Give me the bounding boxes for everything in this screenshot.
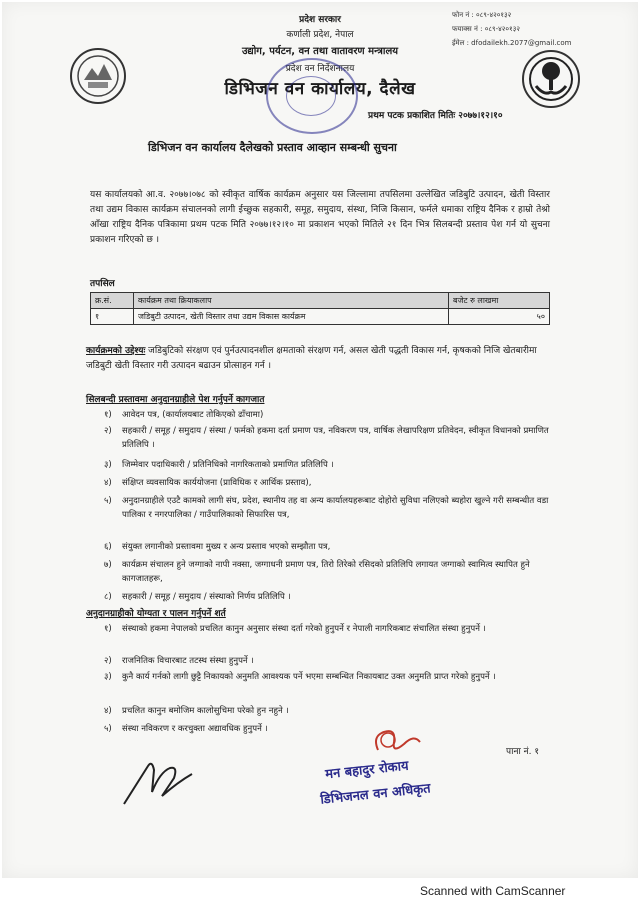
ministry-label: उद्योग, पर्यटन, वन तथा वातावरण मन्त्रालय <box>241 46 399 57</box>
page-number: पाना नं. १ <box>506 747 540 757</box>
item-text: प्रचलित कानुन बमोजिम कालोसुचिमा परेको हुन नहुने । <box>122 706 289 716</box>
nepal-emblem-icon <box>70 48 126 104</box>
cell-program: जडिबुटी उत्पादन, खेती विस्तार तथा उद्यम विकास कार्यक्रम <box>134 309 449 325</box>
list-item <box>104 408 560 422</box>
intro-paragraph: यस कार्यालयको आ.व. २०७७।०७८ को स्वीकृत वार्षिक कार्यक्रम अनुसार यस जिल्लामा तपसिलमा उल्लेखित जडिबुटि उत्पादन, खेती विस्तार तथा उद्यम विकास कार्यक्रम संचालनको लागी ईच्छुक सहकारी, समूह, समुदाय, संस्था, निजि किसान, फर्मले धमाका राष्ट्रिय दैनिक र हाम्रो तेश्रो आँखा राष्ट्रिय दैनिक पत्रिकामा प्रथम पटक मिति २०७७।१२।१० मा प्रकाशन भएको मितिले २१ दिन भित्र सिलबन्दी प्रस्ताव पेश गर्न यो सुचना प्रकाशन गरिएको छ । <box>90 190 550 245</box>
list-item <box>104 540 560 554</box>
office-name: डिभिजन वन कार्यालय, दैलेख <box>224 79 416 99</box>
list-item <box>104 458 560 472</box>
item-number: ४) <box>104 478 112 488</box>
scanner-watermark: Scanned with CamScanner <box>420 884 566 898</box>
left-signature <box>118 752 208 812</box>
item-text: संस्था नविकरण र करचुक्ता अद्यावधिक हुनुपर्ने । <box>122 724 268 734</box>
item-number: ४) <box>104 706 112 716</box>
item-text: सहकारी / समूह / समुदाय / संस्था / फर्मको हकमा दर्ता प्रमाण पत्र, नविकरण पत्र, वार्षिक लेखापरिक्षण प्रतिवेदन, स्वीकृत विधानको प्रमाणित प्रतिलिपि । <box>122 426 549 450</box>
signatory-designation: डिभिजनल वन अधिकृत <box>319 781 432 808</box>
item-number: १) <box>104 410 112 420</box>
province-label: कर्णाली प्रदेश, नेपाल <box>286 30 354 40</box>
item-number: २) <box>104 656 112 666</box>
list-item <box>104 670 560 684</box>
item-text: सहकारी / समूह / समुदाय / संस्थाको निर्णय प्रतिलिपि । <box>122 592 291 602</box>
item-text: जिम्मेवार पदाधिकारी / प्रतिनिधिको नागरिकताको प्रमाणित प्रतिलिपि । <box>122 460 334 470</box>
notice-title: डिभिजन वन कार्यालय दैलेखको प्रस्ताव आव्हान सम्बन्धी सुचना <box>148 141 397 154</box>
item-number: ५) <box>104 724 112 734</box>
item-text: संक्षिप्त व्यवसायिक कार्ययोजना (प्राविधिक र आर्थिक प्रस्ताव), <box>122 478 312 488</box>
item-text: संयुक्त लगानीको प्रस्तावमा मुख्य र अन्य प्रस्ताव भएको सम्झौता पत्र, <box>122 542 331 552</box>
list-item <box>104 722 560 736</box>
publish-date: प्रथम पटक प्रकाशित मितिः २०७७।१२।१० <box>368 111 503 121</box>
col-program-header: कार्यक्रम तथा क्रियाकलाप <box>134 293 449 309</box>
col-sn-header: क्र.सं. <box>91 293 134 309</box>
table-header-row <box>91 293 550 309</box>
item-number: ३) <box>104 672 112 682</box>
item-number: ६) <box>104 542 112 552</box>
objective-block <box>86 344 556 374</box>
documents-heading: सिलबन्दी प्रस्तावमा अनुदानग्राहीले पेश गर्नुपर्ने कागजात <box>86 395 265 405</box>
table-row <box>91 309 550 325</box>
directorate-label: प्रदेश वन निर्देशनालय <box>285 64 355 74</box>
item-text: आवेदन पत्र, (कार्यालयबाट तोकिएको ढाँचामा) <box>122 410 264 420</box>
item-text: कार्यक्रम संचालन हुने जग्गाको नापी नक्सा, जग्गाधनी प्रमाण पत्र, तिरो तिरेको रसिदको प्रतिलिपि लगायत जग्गाको स्वामित्व स्थापित हुने कागजातहरू, <box>122 560 530 584</box>
conditions-heading: अनुदानग्राहीको योग्यता र पालन गर्नुपर्ने शर्त <box>86 609 226 619</box>
list-item <box>104 558 560 586</box>
table-caption: तपसिल <box>90 279 115 289</box>
item-text: कुनै कार्य गर्नको लागी छुट्टै निकायको अनुमति आवश्यक पर्ने भएमा सम्बन्धित निकायबाट उक्त अनुमति प्राप्त गरेको हुनुपर्ने । <box>122 672 496 682</box>
item-text: संस्थाको हकमा नेपालको प्रचलित कानुन अनुसार संस्था दर्ता गरेको हुनुपर्ने र नेपाली नागरिकबाट संचालित संस्था हुनुपर्ने । <box>122 624 486 634</box>
col-budget-header: बजेट रु लाखमा <box>449 293 550 309</box>
list-item <box>104 590 560 604</box>
government-label: प्रदेश सरकार <box>299 15 341 25</box>
item-number: १) <box>104 624 112 634</box>
signatory-name: मन बहादुर रोकाय <box>324 758 410 783</box>
email-address: ईमेल : dfodailekh.2077@gmail.com <box>452 39 572 47</box>
item-text: अनुदानग्राहीले एउटै कामको लागी संघ, प्रदेश, स्थानीय तह वा अन्य कार्यालयहरूबाट दोहोरो सुविधा नलिएको ब्यहोरा खुल्ने गरी सम्बन्धीत वडा पालिका र नगरपालिका / गाउँपालिकाको सिफारिस पत्र, <box>122 496 549 520</box>
item-number: ३) <box>104 460 112 470</box>
list-item <box>104 704 560 718</box>
objective-label: कार्यक्रमको उद्देश्यः <box>86 346 146 356</box>
list-item <box>104 424 560 452</box>
item-number: ५) <box>104 496 112 506</box>
cell-budget: ५० <box>449 309 550 325</box>
item-number: ८) <box>104 592 112 602</box>
item-text: राजनितिक विचारबाट तटस्थ संस्था हुनुपर्ने । <box>122 656 254 666</box>
list-item <box>104 476 560 490</box>
tree-hands-emblem-icon <box>522 50 580 108</box>
objective-text: जडिबुटिको संरक्षण एवं पुर्नउत्पादनशील क्षमताको संरक्षण गर्न, असल खेती पद्धती विकास गर्न, कृषकको निजि खेतबारीमा जडिबुटी खेती विस्तार गरी उत्पादन बढाउन प्रोत्साहन गर्न । <box>86 346 537 371</box>
office-stamp-inner <box>286 76 336 116</box>
item-number: ७) <box>104 560 112 570</box>
list-item <box>104 654 560 668</box>
item-number: २) <box>104 426 112 436</box>
red-signature <box>368 724 428 760</box>
program-table <box>90 292 550 325</box>
phone-number: फोन नं : ०८९-४२०१३२ <box>452 11 512 19</box>
list-item <box>104 622 560 636</box>
list-item <box>104 494 560 522</box>
fax-number: फयाक्स नं : ०८९-४२०१३२ <box>452 25 520 33</box>
cell-sn: १ <box>91 309 134 325</box>
